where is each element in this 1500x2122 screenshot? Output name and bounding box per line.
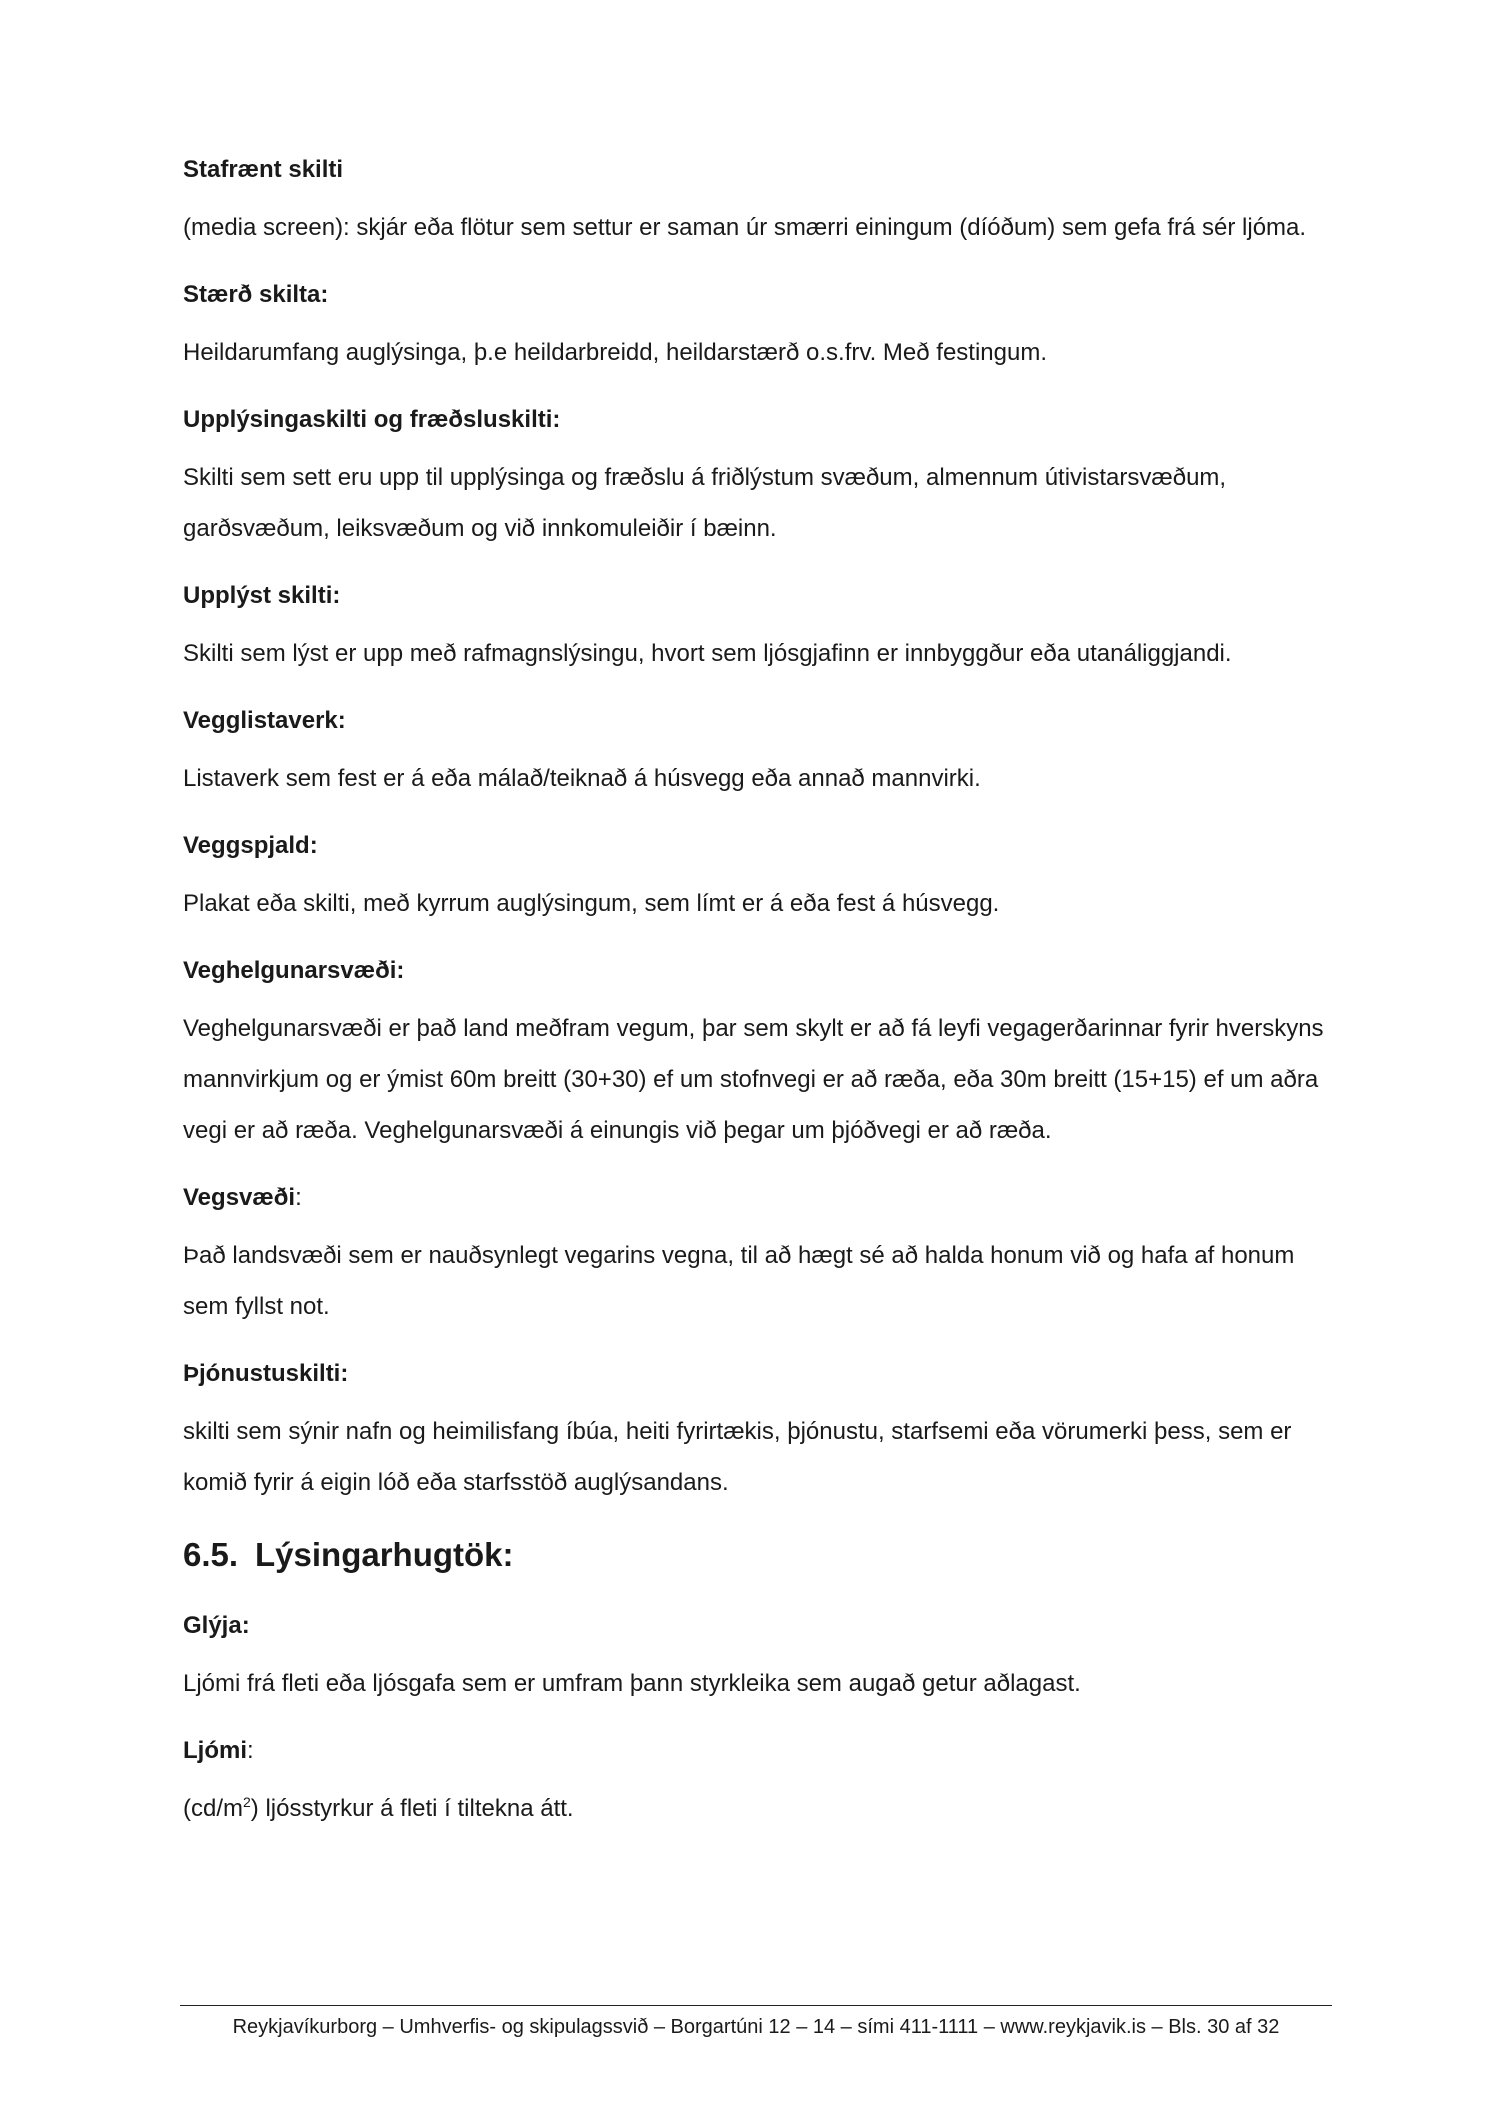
page-footer: Reykjavíkurborg – Umhverfis- og skipulagssvið – Borgartúni 12 – 14 – sími 411-1111 – www.reykjavik.is – Bls. 30 af 32: [232, 2016, 1280, 2038]
definition-term: Glýja:: [183, 1612, 250, 1639]
definition-entry: [183, 275, 1343, 378]
definition-text: Skilti sem sett eru upp til upplýsinga og fræðslu á friðlýstum svæðum, almennum útivistarsvæðum, garðsvæðum, leiksvæðum og við innkomuleiðir í bæinn.: [183, 464, 1227, 542]
definition-entry: [183, 701, 1343, 804]
page-content: [183, 150, 1343, 1856]
definition-entry: [183, 1178, 1343, 1332]
definition-entry: [183, 150, 1343, 253]
definition-term: Upplýst skilti:: [183, 582, 341, 609]
definition-text: skilti sem sýnir nafn og heimilisfang íbúa, heiti fyrirtækis, þjónustu, starfsemi eða vörumerki þess, sem er komið fyrir á eigin lóð eða starfsstöð auglýsandans.: [183, 1418, 1292, 1496]
definition-term: Vegsvæði:: [183, 1184, 302, 1211]
definition-text: Ljómi frá fleti eða ljósgafa sem er umfram þann styrkleika sem augað getur aðlagast.: [183, 1670, 1081, 1697]
superscript-exponent: 2: [243, 1794, 251, 1810]
section-number: 6.5.: [183, 1536, 239, 1573]
definition-term: Vegglistaverk:: [183, 707, 346, 734]
definition-entry: [183, 1731, 1343, 1834]
definition-term: Veghelgunarsvæði:: [183, 957, 405, 984]
definition-term: Veggspjald:: [183, 832, 318, 859]
definition-term: Ljómi:: [183, 1737, 254, 1764]
definition-text: Veghelgunarsvæði er það land meðfram vegum, þar sem skylt er að fá leyfi vegagerðarinnar fyrir hverskyns mannvirkjum og er ýmist 60m breitt (30+30) ef um stofnvegi er að ræða, eða 30m breitt (15+15) ef um aðra vegi er að ræða. Veghelgunarsvæði á einungis við þegar um þjóðvegi er að ræða.: [183, 1015, 1324, 1144]
section-title: Lýsingarhugtök:: [255, 1536, 514, 1573]
definition-text: $(cd/m^2)$ ljósstyrkur á fleti í tiltekna átt.: [183, 1794, 574, 1822]
definition-list-lighting: [183, 1606, 1343, 1709]
definition-text: Listaverk sem fest er á eða málað/teiknað á húsvegg eða annað mannvirki.: [183, 765, 981, 792]
definition-text: (media screen): skjár eða flötur sem settur er saman úr smærri einingum (díóðum) sem gefa frá sér ljóma.: [183, 214, 1307, 241]
definition-text: Skilti sem lýst er upp með rafmagnslýsingu, hvort sem ljósgjafinn er innbyggður eða utanáliggjandi.: [183, 640, 1232, 667]
definition-entry: [183, 400, 1343, 554]
definition-term: Stafrænt skilti: [183, 156, 344, 183]
definition-entry: [183, 1606, 1343, 1709]
definition-entry: [183, 576, 1343, 679]
definition-text: Plakat eða skilti, með kyrrum auglýsingum, sem límt er á eða fest á húsvegg.: [183, 890, 1000, 917]
definition-list-signs: [183, 150, 1343, 1508]
definition-term: Stærð skilta:: [183, 281, 329, 308]
definition-text: Það landsvæði sem er nauðsynlegt vegarins vegna, til að hægt sé að halda honum við og hafa af honum sem fyllst not.: [183, 1242, 1295, 1320]
definition-entry: [183, 826, 1343, 929]
definition-term: Þjónustuskilti:: [183, 1360, 349, 1387]
definition-text: Heildarumfang auglýsinga, þ.e heildarbreidd, heildarstærð o.s.frv. Með festingum.: [183, 339, 1047, 366]
definition-entry: [183, 1354, 1343, 1508]
definition-term: Upplýsingaskilti og fræðsluskilti:: [183, 406, 561, 433]
footer-divider: [180, 2005, 1332, 2006]
section-heading: [183, 1530, 1343, 1580]
definition-entry: [183, 951, 1343, 1156]
